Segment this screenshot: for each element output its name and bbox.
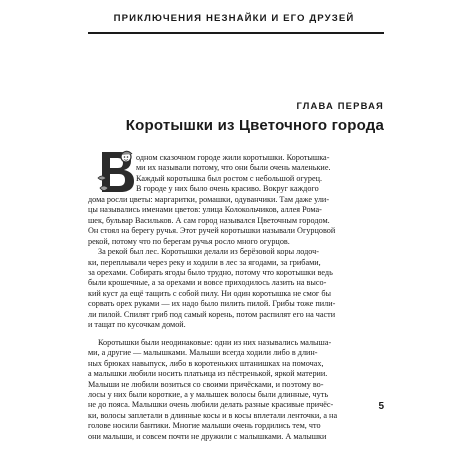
text-line: ки, переплывали через реку и ходили в лес за ягодами, за грибами,	[88, 257, 321, 267]
text-line: сорвать орех руками — их надо было пилить пилой. Грибы тоже пили-	[88, 299, 336, 309]
text-line: лосы у них были короткие, а у малышек волосы были длинные, чуть	[88, 389, 329, 399]
text-line: Он стоял на берегу ручья. Этот ручей коротышки называли Огурцовой	[88, 226, 336, 236]
chapter-label: ГЛАВА ПЕРВАЯ	[296, 100, 384, 111]
text-line: За рекой был лес. Коротышки делали из берёзовой коры лодоч-	[98, 247, 319, 257]
text-line: ми их называли потому, что они были очень маленькие.	[136, 163, 331, 173]
chapter-title: Коротышки из Цветочного города	[125, 117, 384, 134]
paragraph-gap	[88, 331, 384, 338]
text-line: ных брюках навыпуск, либо в коротеньких штанишках на помочах,	[88, 358, 324, 368]
text-line: были крошечные, а за орехами и вовсе приходилось лазить на высо-	[88, 278, 327, 288]
text-line: шек, бульвар Васильков. А сам город назывался Цветочным городом.	[88, 215, 330, 225]
text-line: голове носили бантики. Многие малыши очень гордились тем, что	[88, 421, 321, 431]
text-line: дома росли цветы: маргаритки, ромашки, одуванчики. Там даже ули-	[88, 194, 330, 204]
text-line: а малышки любили носить платьица из пёстренькой, яркой материи.	[88, 369, 328, 379]
text-line: ки, волосы заплетали в длинные косы и в косы вплетали ленточки, а на	[88, 410, 338, 420]
running-head: ПРИКЛЮЧЕНИЯ НЕЗНАЙКИ И ЕГО ДРУЗЕЙ	[113, 13, 355, 24]
text-line: Каждый коротышка был ростом с небольшой огурец.	[136, 173, 323, 183]
text-line: Малыши не любили возиться со своими причёсками, и поэтому во-	[88, 379, 324, 389]
text-line: Коротышки были неодинаковые: одни из них назывались малыша-	[98, 337, 332, 347]
text-line: ли пилой. Спилят гриб под самый корень, потом распилят его на части	[88, 309, 336, 319]
text-line: одном сказочном городе жили коротышки. Коротышка-	[136, 153, 330, 162]
text-line: не до пояса. Малышки очень любили делать разные красивые причёс-	[88, 400, 334, 410]
body-text	[88, 153, 384, 442]
header-rule	[88, 32, 384, 34]
text-line: и тащат по кусочкам домой.	[88, 320, 186, 330]
text-line: они малыши, и совсем почти не дружили с малышками. А малышки	[88, 431, 327, 441]
text-line: рекой, потому что по берегам ручья росло много огурцов.	[88, 236, 290, 246]
text-line: В городе у них было очень красиво. Вокруг каждого	[136, 184, 319, 194]
text-line: ми, а другие — малышками. Малыши всегда ходили либо в длин-	[88, 348, 318, 358]
text-line: кий куст да ещё тащить с собой пилу. Ни один коротышка не смог бы	[88, 288, 332, 298]
page-number: 5	[378, 401, 384, 412]
text-line: цы назывались именами цветов: улица Колокольчиков, аллея Рома-	[88, 205, 322, 215]
text-line: за орехами. Собирать ягоды было трудно, потому что коротышки ведь	[88, 267, 333, 277]
